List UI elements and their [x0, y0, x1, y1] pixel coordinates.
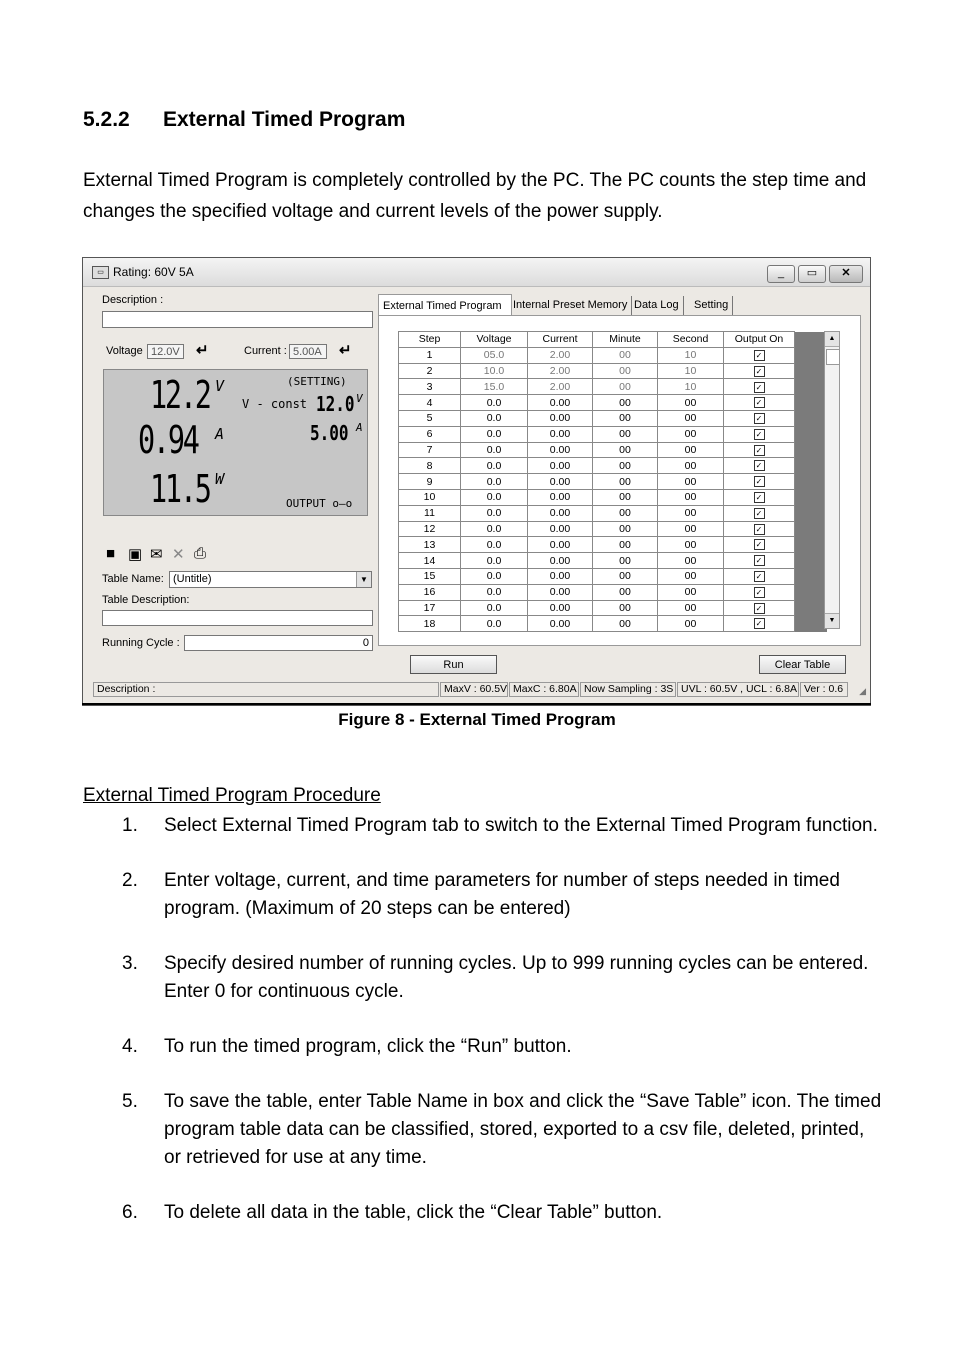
voltage-cell[interactable]: 0.0 [461, 600, 528, 616]
second-cell[interactable]: 00 [658, 584, 724, 600]
lcd-display [103, 369, 368, 516]
tab-external-timed-program[interactable]: External Timed Program [378, 294, 512, 317]
step-number: 4. [122, 1036, 138, 1057]
running-cycle-label: Running Cycle : [102, 637, 180, 649]
current-cell[interactable]: 0.00 [528, 442, 593, 458]
figure-caption: Figure 8 - External Timed Program [338, 710, 616, 729]
procedure-step [122, 1088, 882, 1172]
step-cell: 3 [399, 379, 461, 395]
output-on-checkbox[interactable]: ✓ [754, 587, 765, 598]
current-cell[interactable]: 0.00 [528, 600, 593, 616]
second-cell[interactable]: 10 [658, 363, 724, 379]
output-on-cell[interactable] [724, 537, 795, 553]
current-cell[interactable]: 0.00 [528, 584, 593, 600]
voltage-cell[interactable]: 05.0 [461, 347, 528, 363]
output-on-cell[interactable] [724, 458, 795, 474]
output-on-cell[interactable] [724, 568, 795, 584]
step-number: 3. [122, 953, 138, 974]
scroll-thumb[interactable] [826, 349, 840, 365]
step-cell: 12 [399, 521, 461, 537]
second-cell[interactable]: 10 [658, 379, 724, 395]
procedure-step [122, 1033, 882, 1061]
table-scrollbar[interactable] [824, 331, 840, 629]
table-row[interactable] [399, 505, 827, 521]
minute-cell[interactable]: 00 [593, 347, 658, 363]
second-cell[interactable]: 00 [658, 600, 724, 616]
second-cell[interactable]: 00 [658, 474, 724, 490]
output-on-cell[interactable] [724, 379, 795, 395]
table-filler-cell [795, 458, 827, 474]
table-filler-cell [795, 521, 827, 537]
minute-cell[interactable]: 00 [593, 521, 658, 537]
minute-cell[interactable]: 00 [593, 600, 658, 616]
table-row[interactable] [399, 568, 827, 584]
current-cell[interactable]: 0.00 [528, 537, 593, 553]
output-on-cell[interactable] [724, 553, 795, 569]
step-cell: 9 [399, 474, 461, 490]
output-on-checkbox[interactable]: ✓ [754, 539, 765, 550]
procedure-step [122, 812, 882, 840]
app-icon: ▭ [92, 266, 109, 279]
step-cell: 4 [399, 395, 461, 411]
save-table-icon[interactable]: ▣ [128, 546, 143, 563]
output-on-checkbox[interactable]: ✓ [754, 397, 765, 408]
step-cell: 18 [399, 616, 461, 632]
figure-bottom-rule [82, 703, 871, 705]
procedure-steps [122, 812, 882, 1254]
minute-cell[interactable]: 00 [593, 410, 658, 426]
current-cell[interactable]: 0.00 [528, 521, 593, 537]
table-row[interactable] [399, 458, 827, 474]
table-filler-cell [795, 347, 827, 363]
step-cell: 14 [399, 553, 461, 569]
voltage-enter-icon[interactable]: ↵ [196, 342, 209, 359]
section-title: External Timed Program [163, 108, 406, 131]
step-cell: 13 [399, 537, 461, 553]
output-on-cell[interactable] [724, 442, 795, 458]
app-window [82, 257, 871, 706]
output-on-checkbox[interactable]: ✓ [754, 413, 765, 424]
tab-internal-preset-memory[interactable]: Internal Preset Memory [509, 296, 632, 315]
table-filler [795, 332, 827, 348]
output-on-cell[interactable] [724, 489, 795, 505]
output-on-cell[interactable] [724, 616, 795, 632]
table-name-label: Table Name: [102, 573, 164, 585]
chevron-down-icon[interactable]: ▼ [356, 572, 371, 587]
minute-cell[interactable]: 00 [593, 616, 658, 632]
voltage-cell[interactable]: 0.0 [461, 521, 528, 537]
minute-cell[interactable]: 00 [593, 537, 658, 553]
current-cell[interactable]: 0.00 [528, 395, 593, 411]
voltage-cell[interactable]: 0.0 [461, 584, 528, 600]
output-on-checkbox[interactable]: ✓ [754, 382, 765, 393]
output-on-cell[interactable] [724, 363, 795, 379]
current-cell[interactable]: 0.00 [528, 489, 593, 505]
step-cell: 8 [399, 458, 461, 474]
table-filler-cell [795, 410, 827, 426]
procedure-step [122, 1199, 882, 1227]
second-cell[interactable]: 00 [658, 395, 724, 411]
table-filler-cell [795, 426, 827, 442]
step-cell: 6 [399, 426, 461, 442]
output-on-checkbox[interactable]: ✓ [754, 429, 765, 440]
column-header-step: Step [399, 332, 461, 348]
second-cell[interactable]: 00 [658, 553, 724, 569]
current-label: Current : [244, 345, 287, 357]
delete-table-icon[interactable]: ✕ [172, 546, 185, 563]
minute-cell[interactable]: 00 [593, 442, 658, 458]
minute-cell[interactable]: 00 [593, 553, 658, 569]
output-on-cell[interactable] [724, 584, 795, 600]
step-text: Select External Timed Program tab to switch to the External Timed Program function. [164, 815, 878, 836]
output-on-checkbox[interactable]: ✓ [754, 445, 765, 456]
table-row[interactable] [399, 395, 827, 411]
second-cell[interactable]: 00 [658, 521, 724, 537]
minute-cell[interactable]: 00 [593, 363, 658, 379]
output-on-checkbox[interactable]: ✓ [754, 460, 765, 471]
lcd-set-voltage-unit: V [356, 392, 363, 405]
resize-grip-icon[interactable]: ◢ [859, 686, 866, 696]
voltage-cell[interactable]: 0.0 [461, 458, 528, 474]
table-row[interactable] [399, 347, 827, 363]
table-filler-cell [795, 600, 827, 616]
status-sampling: Now Sampling : 3S [580, 682, 676, 697]
current-cell[interactable]: 2.00 [528, 363, 593, 379]
voltage-cell[interactable]: 0.0 [461, 395, 528, 411]
voltage-cell[interactable]: 0.0 [461, 489, 528, 505]
column-header-current: Current [528, 332, 593, 348]
program-table [398, 331, 827, 632]
step-number: 5. [122, 1091, 138, 1112]
column-header-voltage: Voltage [461, 332, 528, 348]
section-heading [83, 108, 405, 132]
output-on-cell[interactable] [724, 410, 795, 426]
current-cell[interactable]: 0.00 [528, 426, 593, 442]
minute-cell[interactable]: 00 [593, 505, 658, 521]
output-on-checkbox[interactable]: ✓ [754, 603, 765, 614]
intro-paragraph: External Timed Program is completely controlled by the PC. The PC counts the step time and changes the specified voltage and current levels of the power supply. [83, 170, 867, 222]
print-table-icon[interactable]: ⎙ [194, 545, 207, 562]
table-header-row [399, 332, 827, 348]
title-bar [83, 258, 870, 287]
run-button[interactable]: Run [410, 655, 497, 674]
output-on-checkbox[interactable]: ✓ [754, 524, 765, 535]
column-header-minute: Minute [593, 332, 658, 348]
voltage-cell[interactable]: 0.0 [461, 553, 528, 569]
table-description-label: Table Description: [102, 594, 190, 606]
open-table-icon[interactable]: ✉ [150, 546, 163, 563]
current-cell[interactable]: 0.00 [528, 458, 593, 474]
second-cell[interactable]: 00 [658, 505, 724, 521]
status-description: Description : [93, 682, 439, 697]
minute-cell[interactable]: 00 [593, 584, 658, 600]
table-row[interactable] [399, 600, 827, 616]
lcd-set-current: 5.00 [310, 421, 349, 445]
lcd-voltage: 12.2 [150, 373, 210, 417]
step-cell: 2 [399, 363, 461, 379]
minute-cell[interactable]: 00 [593, 568, 658, 584]
step-number: 1. [122, 815, 138, 836]
scroll-up-icon[interactable]: ▲ [825, 332, 839, 347]
lcd-current-unit: A [215, 425, 225, 443]
second-cell[interactable]: 00 [658, 426, 724, 442]
table-name-value: (Untitle) [173, 573, 212, 585]
voltage-input[interactable]: 12.0V [147, 344, 184, 359]
scroll-down-icon[interactable]: ▼ [825, 613, 839, 628]
tab-data-log[interactable]: Data Log [630, 296, 684, 315]
output-on-checkbox[interactable]: ✓ [754, 492, 765, 503]
minimize-button[interactable]: _ [767, 265, 795, 283]
step-cell: 5 [399, 410, 461, 426]
table-filler-cell [795, 442, 827, 458]
output-on-checkbox[interactable]: ✓ [754, 571, 765, 582]
output-on-checkbox[interactable]: ✓ [754, 350, 765, 361]
table-row[interactable] [399, 489, 827, 505]
output-on-checkbox[interactable]: ✓ [754, 555, 765, 566]
current-cell[interactable]: 2.00 [528, 379, 593, 395]
minute-cell[interactable]: 00 [593, 458, 658, 474]
procedure-step [122, 950, 882, 1006]
current-enter-icon[interactable]: ↵ [339, 342, 352, 359]
table-row[interactable] [399, 363, 827, 379]
minute-cell[interactable]: 00 [593, 474, 658, 490]
step-text: To run the timed program, click the “Run” button. [164, 1036, 572, 1057]
table-row[interactable] [399, 474, 827, 490]
step-cell: 7 [399, 442, 461, 458]
voltage-cell[interactable]: 0.0 [461, 442, 528, 458]
table-filler-cell [795, 553, 827, 569]
lcd-set-voltage: 12.0 [316, 392, 355, 416]
table-filler-cell [795, 584, 827, 600]
table-row[interactable] [399, 521, 827, 537]
voltage-cell[interactable]: 0.0 [461, 426, 528, 442]
table-filler-cell [795, 537, 827, 553]
current-cell[interactable]: 2.00 [528, 347, 593, 363]
procedure-title: External Timed Program Procedure [83, 785, 381, 806]
table-row[interactable] [399, 379, 827, 395]
table-row[interactable] [399, 584, 827, 600]
minute-cell[interactable]: 00 [593, 395, 658, 411]
lcd-power: 11.5 [150, 467, 210, 511]
table-filler-cell [795, 363, 827, 379]
voltage-cell[interactable]: 0.0 [461, 537, 528, 553]
lcd-set-current-unit: A [356, 421, 363, 434]
step-cell: 17 [399, 600, 461, 616]
voltage-cell[interactable]: 0.0 [461, 568, 528, 584]
description-input[interactable] [102, 311, 373, 328]
table-filler-cell [795, 616, 827, 632]
lcd-voltage-unit: V [215, 377, 225, 395]
second-cell[interactable]: 00 [658, 616, 724, 632]
clear-table-button[interactable]: Clear Table [759, 655, 846, 674]
lcd-power-unit: W [215, 470, 225, 488]
output-on-cell[interactable] [724, 395, 795, 411]
close-button[interactable]: ✕ [829, 265, 863, 283]
current-cell[interactable]: 0.00 [528, 410, 593, 426]
voltage-cell[interactable]: 0.0 [461, 410, 528, 426]
step-cell: 16 [399, 584, 461, 600]
table-row[interactable] [399, 537, 827, 553]
second-cell[interactable]: 00 [658, 442, 724, 458]
minute-cell[interactable]: 00 [593, 426, 658, 442]
new-table-icon[interactable]: ■ [106, 545, 116, 562]
status-maxc: MaxC : 6.80A [509, 682, 579, 697]
table-description-input[interactable] [102, 610, 373, 626]
output-on-cell[interactable] [724, 347, 795, 363]
voltage-cell[interactable]: 0.0 [461, 474, 528, 490]
current-cell[interactable]: 0.00 [528, 568, 593, 584]
table-filler-cell [795, 505, 827, 521]
lcd-output-label: OUTPUT o—o [286, 497, 353, 510]
voltage-label: Voltage [106, 345, 143, 357]
window-title: Rating: 60V 5A [113, 265, 194, 279]
voltage-cell[interactable]: 10.0 [461, 363, 528, 379]
step-number: 6. [122, 1202, 138, 1223]
current-cell[interactable]: 0.00 [528, 505, 593, 521]
step-text: To save the table, enter Table Name in box and click the “Save Table” icon. The timed program table data can be classified, stored, exported to a csv file, deleted, printed, or retrieved for use at any time. [164, 1091, 882, 1168]
procedure-step [122, 867, 882, 923]
table-filler-cell [795, 379, 827, 395]
second-cell[interactable]: 00 [658, 489, 724, 505]
output-on-checkbox[interactable]: ✓ [754, 366, 765, 377]
output-on-cell[interactable] [724, 505, 795, 521]
tab-setting[interactable]: Setting [690, 296, 733, 315]
voltage-cell[interactable]: 15.0 [461, 379, 528, 395]
current-cell[interactable]: 0.00 [528, 616, 593, 632]
status-maxv: MaxV : 60.5V [440, 682, 508, 697]
current-input[interactable]: 5.00A [289, 344, 327, 359]
table-filler-cell [795, 489, 827, 505]
step-cell: 1 [399, 347, 461, 363]
status-version: Ver : 0.6 [800, 682, 848, 697]
second-cell[interactable]: 00 [658, 458, 724, 474]
table-row[interactable] [399, 442, 827, 458]
lcd-mode: V - const [242, 397, 308, 411]
section-number: 5.2.2 [83, 108, 130, 131]
column-header-output-on: Output On [724, 332, 795, 348]
status-uvl-ucl: UVL : 60.5V , UCL : 6.8A [677, 682, 799, 697]
table-row[interactable] [399, 426, 827, 442]
column-header-second: Second [658, 332, 724, 348]
step-cell: 10 [399, 489, 461, 505]
step-cell: 11 [399, 505, 461, 521]
output-on-cell[interactable] [724, 474, 795, 490]
table-row[interactable] [399, 616, 827, 632]
table-filler-cell [795, 395, 827, 411]
minute-cell[interactable]: 00 [593, 489, 658, 505]
running-cycle-input[interactable]: 0 [184, 635, 373, 651]
step-text: Enter voltage, current, and time parameters for number of steps needed in timed program. (Maximum of 20 steps can be entered) [164, 870, 840, 919]
output-on-checkbox[interactable]: ✓ [754, 476, 765, 487]
table-row[interactable] [399, 410, 827, 426]
step-number: 2. [122, 870, 138, 891]
second-cell[interactable]: 00 [658, 537, 724, 553]
lcd-setting-label: (SETTING) [287, 375, 347, 388]
description-label: Description : [102, 294, 164, 306]
minute-cell[interactable]: 00 [593, 379, 658, 395]
table-name-select[interactable] [169, 571, 372, 588]
current-cell[interactable]: 0.00 [528, 474, 593, 490]
table-filler-cell [795, 474, 827, 490]
output-on-checkbox[interactable]: ✓ [754, 508, 765, 519]
step-text: Specify desired number of running cycles. Up to 999 running cycles can be entered. Enter 0 for continuous cycle. [164, 953, 869, 1002]
step-text: To delete all data in the table, click the “Clear Table” button. [164, 1202, 663, 1223]
second-cell[interactable]: 00 [658, 410, 724, 426]
lcd-current: 0.94 [138, 418, 198, 462]
output-on-cell[interactable] [724, 521, 795, 537]
maximize-button[interactable]: ▭ [798, 265, 826, 283]
output-on-cell[interactable] [724, 600, 795, 616]
table-row[interactable] [399, 553, 827, 569]
voltage-cell[interactable]: 0.0 [461, 616, 528, 632]
voltage-cell[interactable]: 0.0 [461, 505, 528, 521]
table-filler-cell [795, 568, 827, 584]
output-on-cell[interactable] [724, 426, 795, 442]
second-cell[interactable]: 00 [658, 568, 724, 584]
step-cell: 15 [399, 568, 461, 584]
tab-panel [378, 315, 861, 646]
output-on-checkbox[interactable]: ✓ [754, 618, 765, 629]
second-cell[interactable]: 10 [658, 347, 724, 363]
current-cell[interactable]: 0.00 [528, 553, 593, 569]
